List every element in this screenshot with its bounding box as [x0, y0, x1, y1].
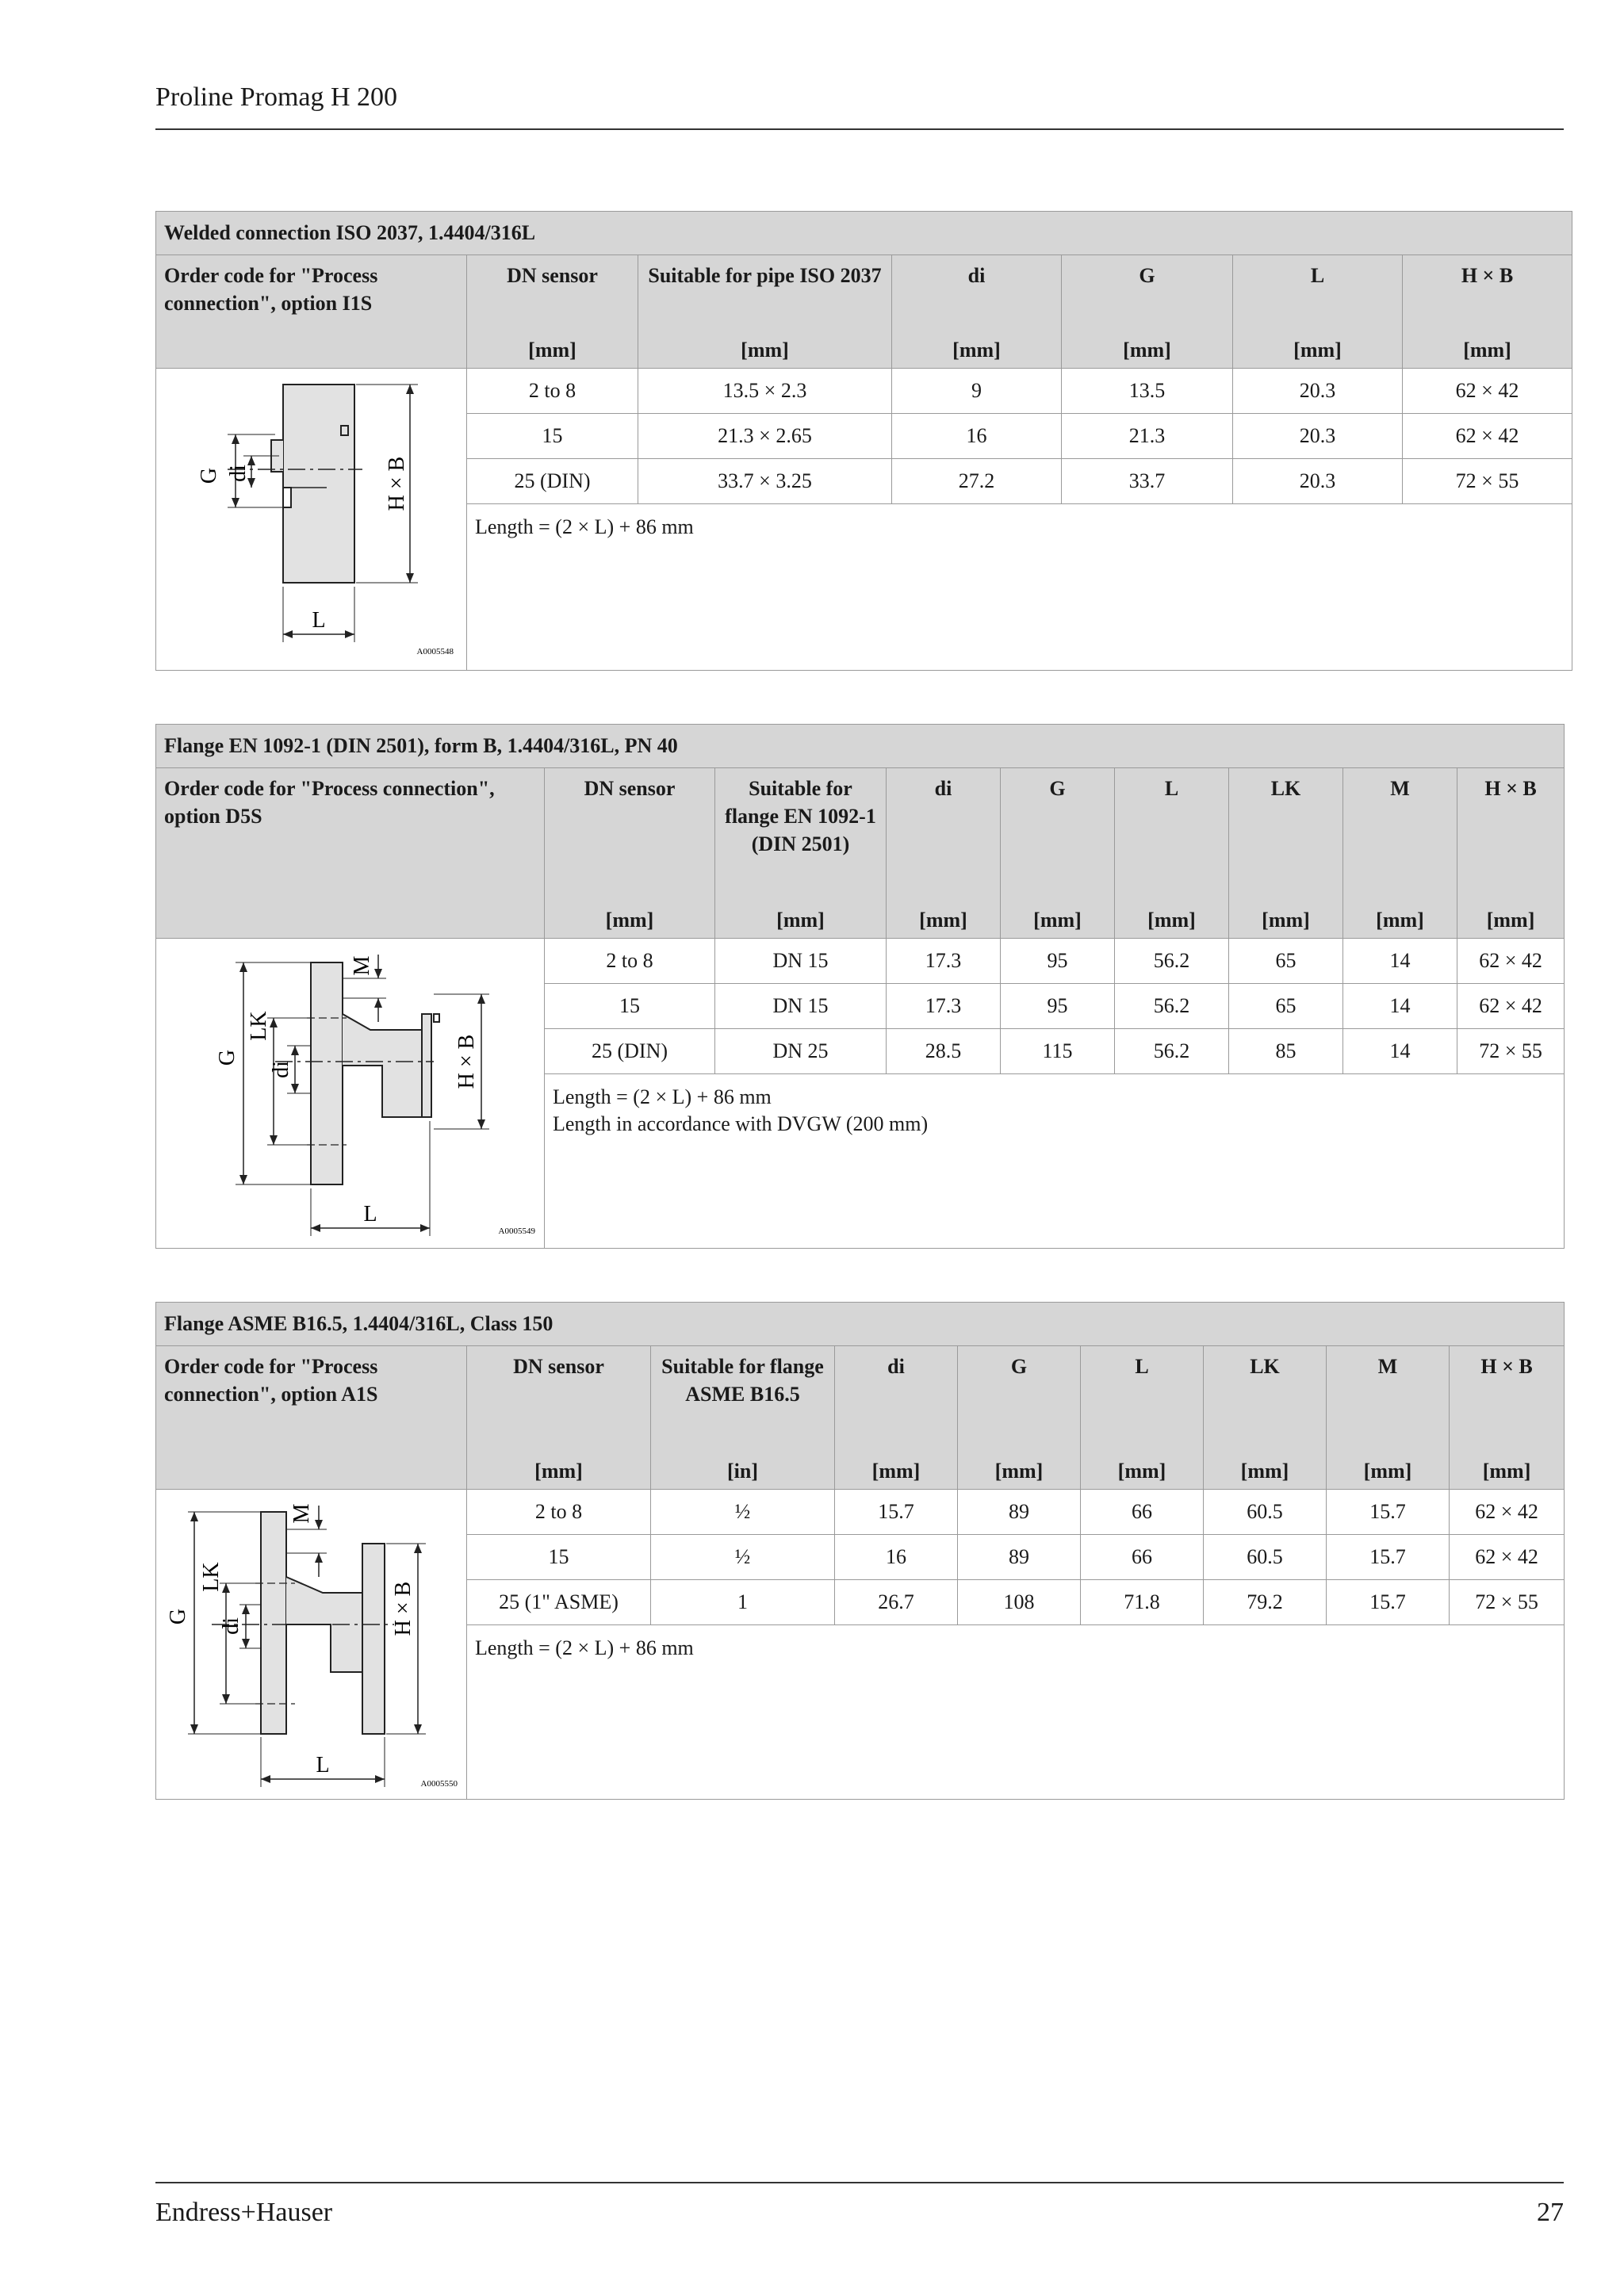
table-cell: 65 — [1229, 938, 1343, 983]
dimension-drawing-cell — [156, 938, 545, 1248]
label-g: G — [215, 1049, 239, 1066]
drawing-code: A0005548 — [416, 646, 454, 656]
column-header: di — [887, 768, 1001, 903]
table-cell: 15.7 — [1327, 1579, 1450, 1624]
table-cell: 28.5 — [887, 1028, 1001, 1073]
label-hxb: H × B — [385, 456, 409, 511]
table-cell: 85 — [1229, 1028, 1343, 1073]
column-header: Order code for "Process connection", option A1S — [156, 1346, 467, 1454]
unit-cell: [mm] — [545, 903, 715, 939]
column-header: L — [1233, 255, 1403, 333]
table-cell: 17.3 — [887, 938, 1001, 983]
spec-table-welded-iso2037 — [155, 211, 1572, 671]
column-header: di — [892, 255, 1062, 333]
table-cell: 95 — [1001, 983, 1115, 1028]
column-header: Order code for "Process connection", option I1S — [156, 255, 467, 333]
column-header: di — [835, 1346, 958, 1454]
unit-cell: [mm] — [715, 903, 887, 939]
unit-cell: [mm] — [1115, 903, 1229, 939]
table-title: Flange EN 1092-1 (DIN 2501), form B, 1.4404/316L, PN 40 — [156, 725, 1565, 768]
table-cell: 2 to 8 — [467, 368, 638, 413]
unit-cell: [mm] — [892, 333, 1062, 369]
table-cell: 20.3 — [1233, 458, 1403, 503]
table-cell: 13.5 — [1062, 368, 1233, 413]
table-note — [467, 503, 1572, 670]
table-note — [545, 1073, 1565, 1248]
table-cell: 89 — [958, 1489, 1081, 1534]
column-header: Suitable for flange ASME B16.5 — [651, 1346, 835, 1454]
table-cell: 89 — [958, 1534, 1081, 1579]
table-cell: 9 — [892, 368, 1062, 413]
table-cell: 1 — [651, 1579, 835, 1624]
label-m: M — [289, 1503, 314, 1523]
column-header: Suitable for pipe ISO 2037 — [638, 255, 892, 333]
flange-asme-drawing — [156, 1490, 467, 1799]
label-m: M — [350, 955, 374, 975]
table-cell: ½ — [651, 1489, 835, 1534]
table-cell: DN 25 — [715, 1028, 887, 1073]
table-row — [156, 938, 1565, 983]
table-cell: ½ — [651, 1534, 835, 1579]
column-header: M — [1343, 768, 1457, 903]
table-cell: 60.5 — [1204, 1534, 1327, 1579]
label-hxb: H × B — [391, 1581, 416, 1636]
column-header: DN sensor — [467, 255, 638, 333]
column-header: DN sensor — [467, 1346, 651, 1454]
unit-cell: [mm] — [1450, 1454, 1565, 1490]
column-header: H × B — [1457, 768, 1565, 903]
drawing-code: A0005549 — [498, 1226, 535, 1236]
table-cell: 14 — [1343, 983, 1457, 1028]
table-cell: 15.7 — [835, 1489, 958, 1534]
table-header-row — [156, 768, 1565, 903]
table-cell: 15 — [467, 413, 638, 458]
column-header: LK — [1229, 768, 1343, 903]
table-cell: 62 × 42 — [1403, 413, 1572, 458]
label-di: di — [226, 464, 251, 482]
page-header — [155, 82, 1564, 130]
column-header: Order code for "Process connection", option D5S — [156, 768, 545, 903]
table-cell: 79.2 — [1204, 1579, 1327, 1624]
unit-cell: [mm] — [835, 1454, 958, 1490]
table-title-row — [156, 725, 1565, 768]
table-cell: 66 — [1081, 1534, 1204, 1579]
unit-cell: [mm] — [1343, 903, 1457, 939]
unit-cell — [156, 903, 545, 939]
unit-cell: [mm] — [1229, 903, 1343, 939]
table-title: Welded connection ISO 2037, 1.4404/316L — [156, 212, 1572, 255]
page-number: 27 — [1537, 2198, 1564, 2227]
table-cell: 25 (DIN) — [467, 458, 638, 503]
table-cell: 2 to 8 — [545, 938, 715, 983]
table-cell: 56.2 — [1115, 938, 1229, 983]
unit-cell: [mm] — [1457, 903, 1565, 939]
table-cell: 62 × 42 — [1450, 1534, 1565, 1579]
label-g: G — [166, 1608, 190, 1624]
label-lk: LK — [247, 1010, 271, 1041]
table-row — [156, 1489, 1565, 1534]
table-cell: 66 — [1081, 1489, 1204, 1534]
table-cell: 56.2 — [1115, 983, 1229, 1028]
spec-table-flange-asme — [155, 1302, 1565, 1800]
table-cell: 95 — [1001, 938, 1115, 983]
spec-table-flange-en1092 — [155, 724, 1565, 1249]
unit-cell — [156, 333, 467, 369]
table-cell: 26.7 — [835, 1579, 958, 1624]
column-header: G — [1062, 255, 1233, 333]
table-unit-row — [156, 903, 1565, 939]
label-l: L — [312, 607, 326, 633]
table-unit-row — [156, 1454, 1565, 1490]
unit-cell: [mm] — [1001, 903, 1115, 939]
table-cell: 15.7 — [1327, 1534, 1450, 1579]
column-header: LK — [1204, 1346, 1327, 1454]
footer-brand: Endress+Hauser — [155, 2198, 333, 2227]
note-line: Length = (2 × L) + 86 mm — [475, 1636, 694, 1659]
table-cell: 62 × 42 — [1403, 368, 1572, 413]
table-title: Flange ASME B16.5, 1.4404/316L, Class 150 — [156, 1303, 1565, 1346]
dimension-drawing-cell — [156, 368, 467, 670]
table-cell: 2 to 8 — [467, 1489, 651, 1534]
note-line: Length = (2 × L) + 86 mm — [553, 1085, 772, 1108]
table-row — [156, 368, 1572, 413]
unit-cell: [mm] — [1233, 333, 1403, 369]
table-cell: 56.2 — [1115, 1028, 1229, 1073]
table-title-row — [156, 1303, 1565, 1346]
unit-cell: [mm] — [1327, 1454, 1450, 1490]
table-cell: 72 × 55 — [1450, 1579, 1565, 1624]
label-hxb: H × B — [454, 1034, 479, 1089]
flange-en1092-drawing — [156, 939, 545, 1248]
table-cell: 108 — [958, 1579, 1081, 1624]
table-cell: 21.3 — [1062, 413, 1233, 458]
unit-cell: [mm] — [1062, 333, 1233, 369]
table-cell: 62 × 42 — [1457, 983, 1565, 1028]
document-title: Proline Promag H 200 — [155, 82, 398, 112]
table-cell: 21.3 × 2.65 — [638, 413, 892, 458]
label-g: G — [197, 467, 221, 484]
unit-cell: [mm] — [958, 1454, 1081, 1490]
table-cell: 20.3 — [1233, 413, 1403, 458]
table-cell: 62 × 42 — [1457, 938, 1565, 983]
table-cell: 15 — [545, 983, 715, 1028]
table-cell: 13.5 × 2.3 — [638, 368, 892, 413]
table-header-row — [156, 255, 1572, 333]
table-cell: DN 15 — [715, 983, 887, 1028]
unit-cell: [mm] — [467, 333, 638, 369]
column-header: G — [1001, 768, 1115, 903]
table-cell: 14 — [1343, 1028, 1457, 1073]
label-lk: LK — [199, 1561, 224, 1592]
table-cell: 115 — [1001, 1028, 1115, 1073]
column-header: Suitable for flange EN 1092-1 (DIN 2501) — [715, 768, 887, 903]
column-header: L — [1081, 1346, 1204, 1454]
column-header: L — [1115, 768, 1229, 903]
drawing-code: A0005550 — [420, 1778, 458, 1789]
unit-cell: [mm] — [1403, 333, 1572, 369]
table-unit-row — [156, 333, 1572, 369]
note-line: Length = (2 × L) + 86 mm — [475, 515, 694, 538]
table-cell: 20.3 — [1233, 368, 1403, 413]
table-cell: 17.3 — [887, 983, 1001, 1028]
label-di: di — [269, 1060, 293, 1078]
unit-cell — [156, 1454, 467, 1490]
column-header: H × B — [1450, 1346, 1565, 1454]
unit-cell: [in] — [651, 1454, 835, 1490]
unit-cell: [mm] — [1081, 1454, 1204, 1490]
welded-connection-drawing — [156, 369, 467, 670]
table-cell: 65 — [1229, 983, 1343, 1028]
unit-cell: [mm] — [467, 1454, 651, 1490]
unit-cell: [mm] — [1204, 1454, 1327, 1490]
table-cell: 60.5 — [1204, 1489, 1327, 1534]
table-note — [467, 1624, 1565, 1799]
unit-cell: [mm] — [887, 903, 1001, 939]
column-header: G — [958, 1346, 1081, 1454]
table-title-row — [156, 212, 1572, 255]
table-cell: 16 — [892, 413, 1062, 458]
label-l: L — [316, 1752, 330, 1777]
table-cell: 71.8 — [1081, 1579, 1204, 1624]
table-cell: 15 — [467, 1534, 651, 1579]
table-cell: 72 × 55 — [1403, 458, 1572, 503]
table-header-row — [156, 1346, 1565, 1454]
unit-cell: [mm] — [638, 333, 892, 369]
table-cell: 27.2 — [892, 458, 1062, 503]
table-cell: 72 × 55 — [1457, 1028, 1565, 1073]
table-cell: 25 (1" ASME) — [467, 1579, 651, 1624]
table-cell: 33.7 × 3.25 — [638, 458, 892, 503]
note-line: Length in accordance with DVGW (200 mm) — [553, 1112, 929, 1135]
table-cell: 33.7 — [1062, 458, 1233, 503]
column-header: M — [1327, 1346, 1450, 1454]
column-header: DN sensor — [545, 768, 715, 903]
column-header: H × B — [1403, 255, 1572, 333]
table-cell: 62 × 42 — [1450, 1489, 1565, 1534]
page-footer — [155, 2182, 1564, 2241]
table-cell: 15.7 — [1327, 1489, 1450, 1534]
label-l: L — [363, 1201, 377, 1226]
table-cell: 16 — [835, 1534, 958, 1579]
label-di: di — [219, 1617, 243, 1635]
table-cell: 25 (DIN) — [545, 1028, 715, 1073]
table-cell: DN 15 — [715, 938, 887, 983]
dimension-drawing-cell — [156, 1489, 467, 1799]
table-cell: 14 — [1343, 938, 1457, 983]
